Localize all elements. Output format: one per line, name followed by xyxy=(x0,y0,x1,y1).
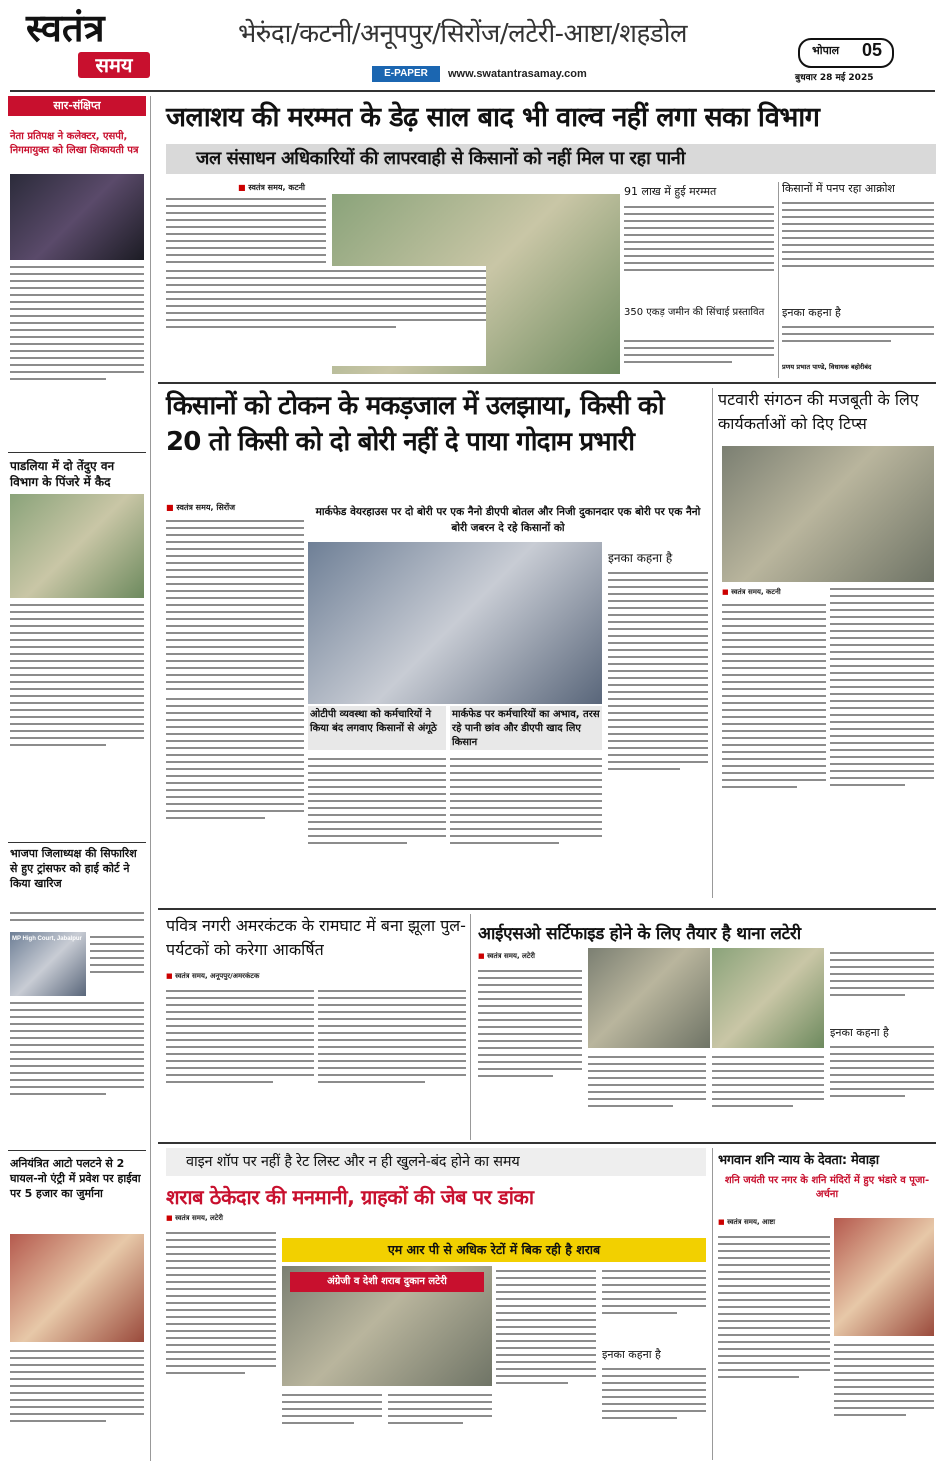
story1-side-body xyxy=(782,198,934,304)
story1-body xyxy=(166,266,486,366)
story5-byline: ■ स्वतंत्र समय, लटेरी xyxy=(478,952,535,961)
sidebar-item-title: पाडलिया में दो तेंदुए वन विभाग के पिंजरे में कैद xyxy=(10,459,115,489)
story5-body xyxy=(830,948,934,1018)
story2-headline: किसानों को टोकन के मकड़जाल में उलझाया, किसी को 20 तो किसी को दो बोरी नहीं दे पाया गोदाम प्रभारी xyxy=(166,391,664,457)
story8-body xyxy=(834,1340,934,1460)
story4-body xyxy=(166,986,314,1138)
story1-headline: जलाशय की मरम्मत के डेढ़ साल बाद भी वाल्व नहीं लगा सका विभाग xyxy=(166,102,820,133)
story2-body xyxy=(450,754,602,896)
shop-sign: अंग्रेजी व देशी शराब दुकान लटेरी xyxy=(290,1272,484,1292)
sidebar-item-body xyxy=(90,932,144,996)
section-rule xyxy=(158,908,936,910)
column-rule xyxy=(470,914,471,1140)
story2-quote-title: इनका कहना है xyxy=(608,551,673,565)
story2-body xyxy=(166,694,304,894)
story7-body xyxy=(496,1266,596,1460)
story3-body xyxy=(830,584,934,896)
issue-date: बुधवार 28 मई 2025 xyxy=(795,73,874,83)
story1-subhead: जल संसाधन अधिकारियों की लापरवाही से किसानों को नहीं मिल पा रहा पानी xyxy=(196,148,686,169)
farmers-crowd-photo xyxy=(308,542,602,704)
logo-bottom: समय xyxy=(78,52,150,78)
sidebar-divider xyxy=(8,1150,146,1151)
sidebar-item-title: नेता प्रतिपक्ष ने कलेक्टर, एसपी, निगमायुक्त को लिखा शिकायती पत्र xyxy=(10,131,139,156)
column-rule xyxy=(712,388,713,898)
story2-quote-body xyxy=(608,568,708,894)
story7-banner: एम आर पी से अधिक रेटों में बिक रही है शराब xyxy=(282,1238,706,1262)
story7-byline: ■ स्वतंत्र समय, लटेरी xyxy=(166,1214,223,1223)
shani-temple-photo xyxy=(834,1218,934,1336)
story5-body xyxy=(588,1052,706,1138)
sidebar-item-title: अनियंत्रित आटो पलटने से 2 घायल-नो एंट्री में प्रवेश पर हाईवा पर 5 हजार का जुर्माना xyxy=(10,1157,141,1200)
story7-headline: शराब ठेकेदार की मनमानी, ग्राहकों की जेब पर डांका xyxy=(166,1185,534,1209)
website-link[interactable]: www.swatantrasamay.com xyxy=(448,68,587,80)
column-rule xyxy=(778,182,779,378)
story1-quote-author: प्रणय प्रभात पाण्डे, विधायक बहोरीबंद xyxy=(782,363,872,371)
story2-subhead: मार्कफेड वेयरहाउस पर दो बोरी पर एक नैनो डीएपी बोतल और निजी दुकानदार एक बोरी पर एक नैनो बोरी जबरन दे रहे किसानों को xyxy=(315,506,701,534)
story1-quote-body xyxy=(782,322,934,356)
masthead-rule xyxy=(10,90,935,92)
story8-body xyxy=(718,1232,830,1460)
section-rule xyxy=(158,382,936,384)
story6-headline: वाइन शॉप पर नहीं है रेट लिस्ट और न ही खुलने-बंद होने का समय xyxy=(186,1154,520,1170)
photo-caption-text xyxy=(388,1390,492,1460)
story3-headline: पटवारी संगठन की मजबूती के लिए कार्यकर्ताओं को दिए टिप्स xyxy=(718,390,919,433)
police-officers-photo xyxy=(588,948,710,1048)
police-station-photo xyxy=(712,948,824,1048)
auto-accident-photo xyxy=(10,1234,144,1342)
sidebar-divider xyxy=(8,452,146,453)
sidebar-header: सार-संक्षिप्त xyxy=(8,96,146,116)
story1-box2-title: 350 एकड़ जमीन की सिंचाई प्रस्तावित xyxy=(624,307,765,318)
header-cities: भेरुंदा/कटनी/अनूपपुर/सिरोंज/लटेरी-आष्टा/शहडोल xyxy=(238,19,688,49)
story4-byline: ■ स्वतंत्र समय, अनूपपुर/अमरकंटक xyxy=(166,972,259,981)
story7-body xyxy=(602,1266,706,1346)
sidebar-item-body xyxy=(10,908,144,930)
page-number: 05 xyxy=(862,40,883,60)
story4-headline: पवित्र नगरी अमरकंटक के रामघाट में बना झूला पुल- पर्यटकों को करेगा आकर्षित xyxy=(166,916,466,959)
sidebar-item-title: भाजपा जिलाध्यक्ष की सिफारिश से हुए ट्रांसफर को हाई कोर्ट ने किया खारिज xyxy=(10,847,137,890)
story5-quote-body xyxy=(830,1042,934,1138)
leopard-photo xyxy=(10,494,144,598)
story1-box1-title: 91 लाख में हुई मरम्मत xyxy=(624,185,717,198)
story1-box2-body xyxy=(624,336,774,376)
fair-photo xyxy=(10,174,144,260)
story4-body xyxy=(318,986,466,1138)
sidebar-item-body xyxy=(10,262,144,448)
story8-subhead: शनि जयंती पर नगर के शनि मंदिरों में हुए भंडारे व पूजा-अर्चना xyxy=(724,1175,930,1200)
epaper-badge: E-PAPER xyxy=(372,66,440,82)
story5-body xyxy=(712,1052,824,1138)
story7-quote-body xyxy=(602,1364,706,1460)
story1-byline: ■ स्वतंत्र समय, कटनी xyxy=(238,182,305,193)
story2-byline: ■ स्वतंत्र समय, सिरोंज xyxy=(166,502,235,513)
story8-byline: ■ स्वतंत्र समय, आष्टा xyxy=(718,1218,775,1227)
story7-quote-title: इनका कहना है xyxy=(602,1348,661,1361)
story3-byline: ■ स्वतंत्र समय, कटनी xyxy=(722,588,781,597)
section-rule xyxy=(158,1142,936,1144)
logo-top: स्वतंत्र xyxy=(26,5,105,50)
story1-side-title: किसानों में पनप रहा आक्रोश xyxy=(782,182,895,195)
story8-headline: भगवान शनि न्याय के देवता: मेवाड़ा xyxy=(718,1153,879,1168)
sidebar-item-body xyxy=(10,600,144,840)
story5-body xyxy=(478,966,582,1138)
photo-caption-text xyxy=(282,1390,382,1460)
patwari-meeting-photo xyxy=(722,446,934,582)
edition-name: भोपाल xyxy=(812,44,840,57)
column-rule xyxy=(712,1148,713,1460)
story5-quote-title: इनका कहना है xyxy=(830,1026,889,1039)
story2-body xyxy=(308,754,446,896)
sidebar-item-body xyxy=(10,998,144,1146)
story1-box1-body xyxy=(624,202,774,312)
story5-headline: आईएसओ सर्टिफाइड होने के लिए तैयार है थाना लटेरी xyxy=(478,924,801,944)
sidebar-item-body xyxy=(10,1346,144,1461)
masthead xyxy=(0,0,945,90)
sidebar xyxy=(8,96,146,1461)
story2-box1: ओटीपी व्यवस्था को कर्मचारियों ने किया बंद लगवाए किसानों से अंगूठे xyxy=(308,706,446,750)
story7-body xyxy=(166,1228,276,1460)
sidebar-column-rule xyxy=(150,96,151,1461)
story1-quote-title: इनका कहना है xyxy=(782,306,841,319)
story2-box2: मार्कफेड पर कर्मचारियों का अभाव, तरस रहे पानी छांव और डीएपी खाद लिए किसान xyxy=(450,706,602,750)
sidebar-divider xyxy=(8,842,146,843)
photo-caption: MP High Court, Jabalpur xyxy=(12,936,82,942)
story3-body xyxy=(722,600,826,896)
